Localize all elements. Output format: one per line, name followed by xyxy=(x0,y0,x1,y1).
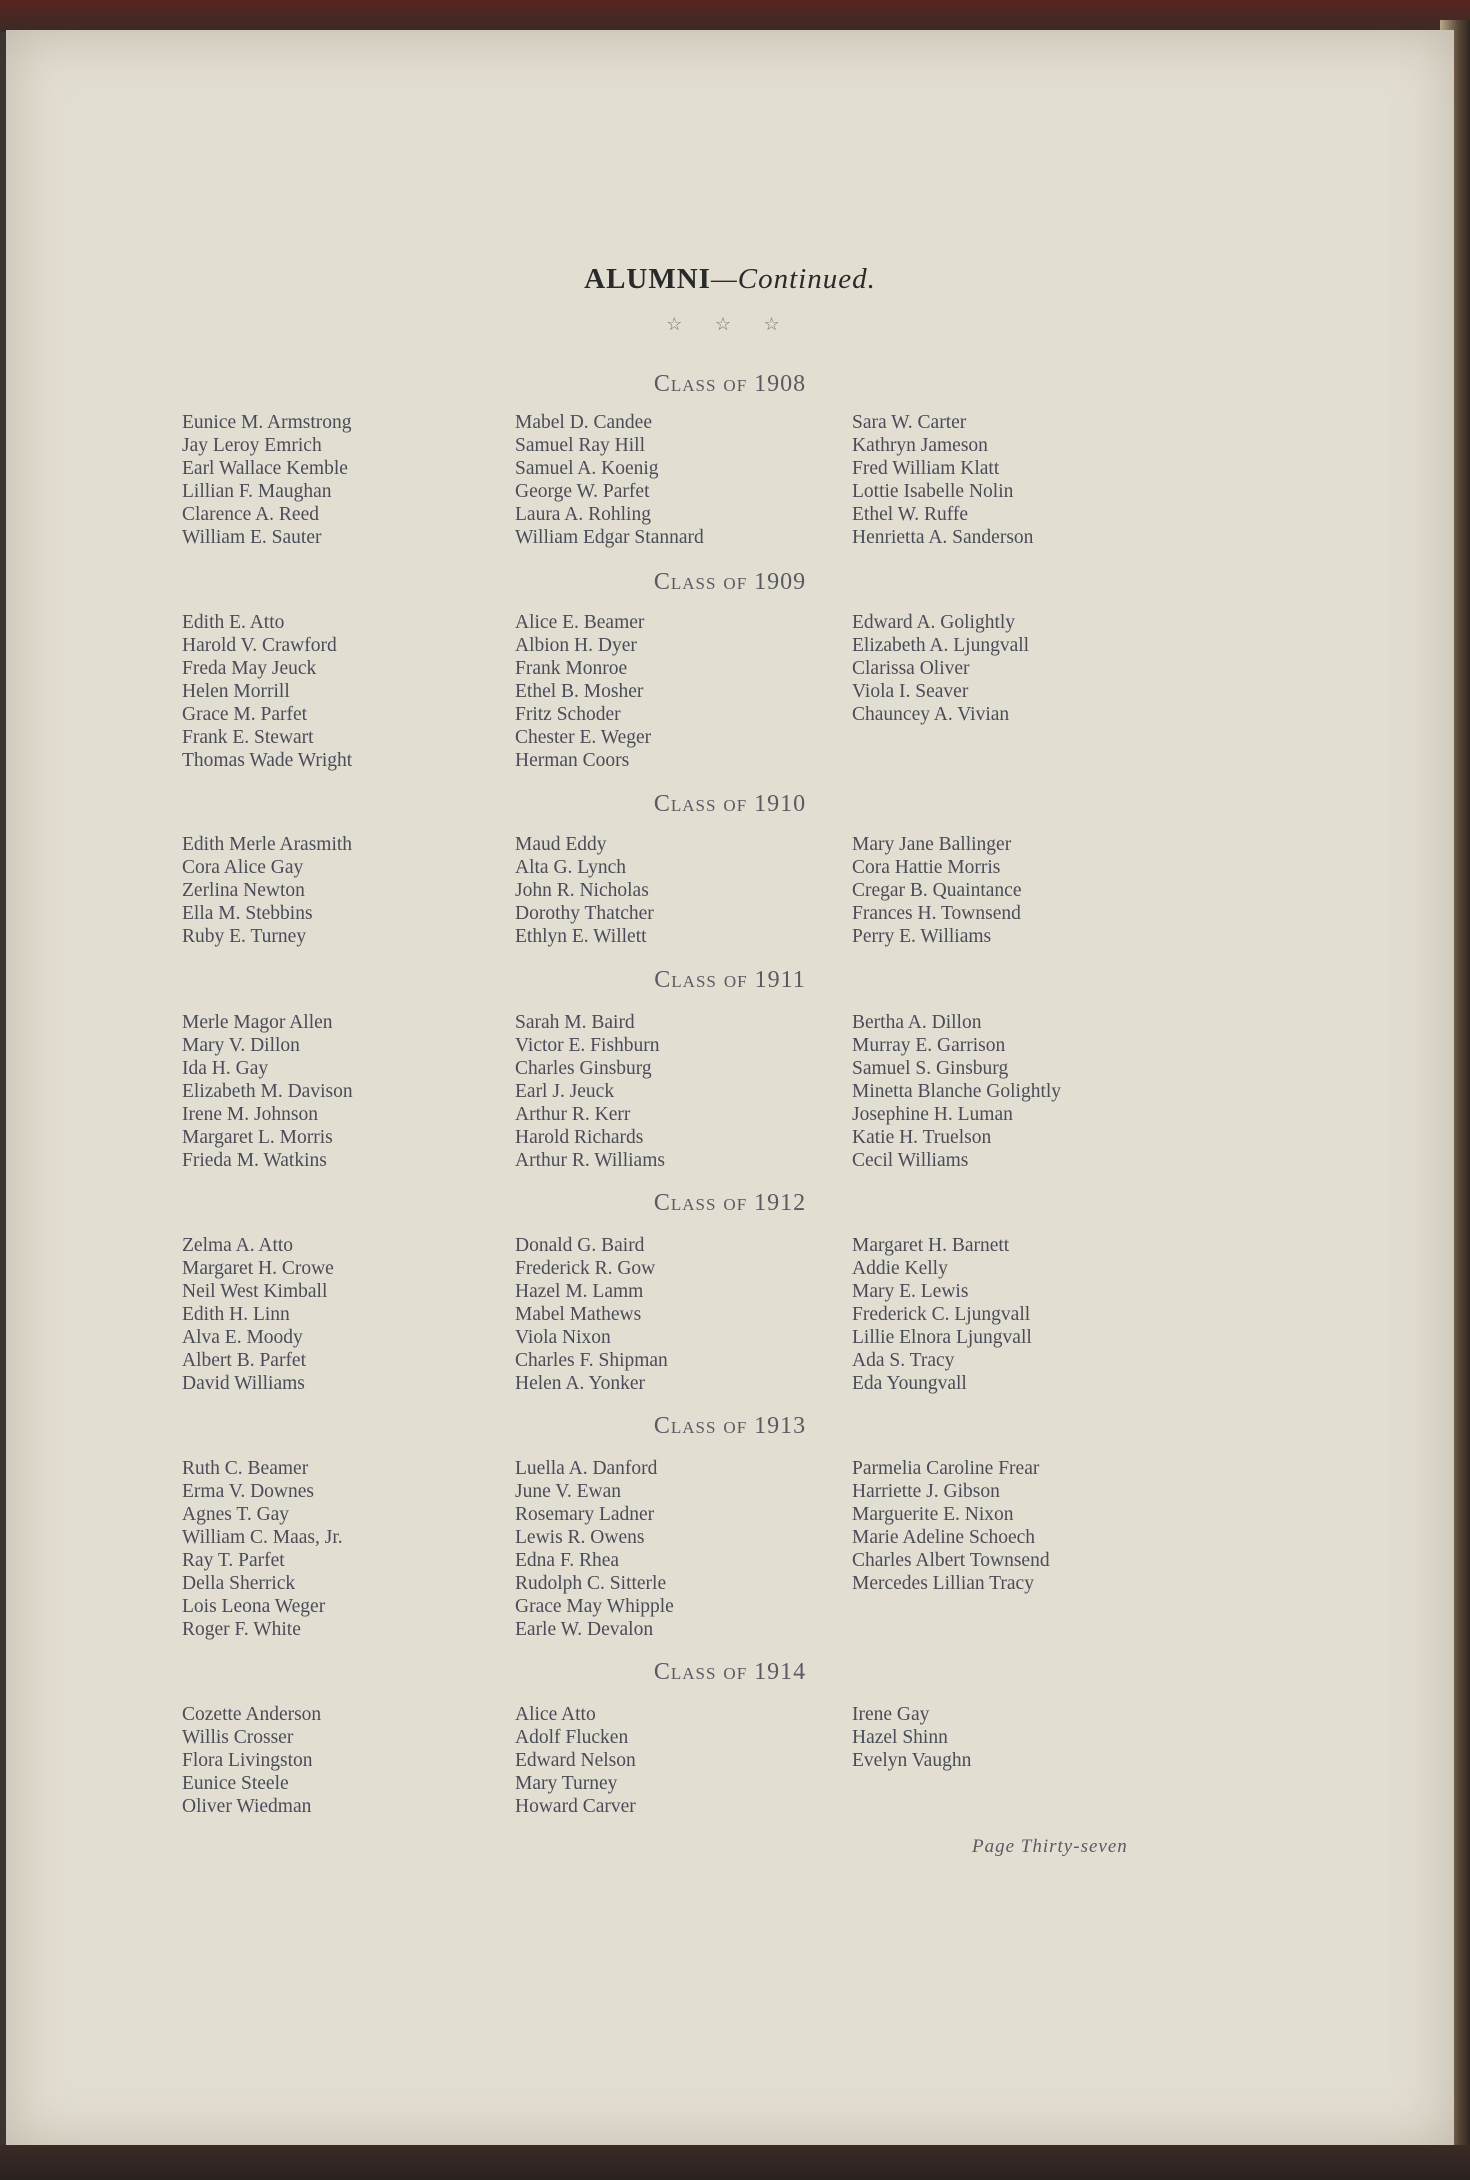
alumni-name: Donald G. Baird xyxy=(515,1235,645,1256)
alumni-name: Maud Eddy xyxy=(515,834,607,855)
alumni-name: Margaret H. Crowe xyxy=(182,1258,334,1279)
alumni-name: Marie Adeline Schoech xyxy=(852,1527,1036,1548)
alumni-name: Elizabeth M. Davison xyxy=(182,1081,353,1102)
alumni-name: Rosemary Ladner xyxy=(515,1504,655,1525)
alumni-name: Adolf Flucken xyxy=(515,1727,629,1748)
alumni-name: Frances H. Townsend xyxy=(852,903,1021,924)
alumni-name: Edith H. Linn xyxy=(182,1304,290,1325)
alumni-name: Kathryn Jameson xyxy=(852,435,988,456)
alumni-name: Charles F. Shipman xyxy=(515,1350,668,1371)
alumni-name: Perry E. Williams xyxy=(852,926,992,947)
alumni-name: Mary E. Lewis xyxy=(852,1281,969,1302)
alumni-name: Lewis R. Owens xyxy=(515,1527,645,1548)
page-number: Page Thirty-seven xyxy=(972,1836,1128,1857)
alumni-name: Dorothy Thatcher xyxy=(515,903,654,924)
alumni-name: Victor E. Fishburn xyxy=(515,1035,660,1056)
alumni-name: Cora Hattie Morris xyxy=(852,857,1001,878)
class-title: Class of 1912 xyxy=(653,1190,807,1216)
alumni-name: Katie H. Truelson xyxy=(852,1127,992,1148)
alumni-name: Edward A. Golightly xyxy=(852,612,1016,633)
alumni-name: Frederick R. Gow xyxy=(515,1258,656,1279)
alumni-name: Mabel D. Candee xyxy=(515,412,652,433)
page-bottom-binding xyxy=(0,2145,1470,2180)
alumni-name: Arthur R. Kerr xyxy=(515,1104,631,1125)
alumni-name: Mary Jane Ballinger xyxy=(852,834,1012,855)
alumni-name: Erma V. Downes xyxy=(182,1481,314,1502)
class-title: Class of 1910 xyxy=(653,791,807,817)
alumni-name: Agnes T. Gay xyxy=(182,1504,290,1525)
alumni-name: Willis Crosser xyxy=(182,1727,294,1748)
alumni-name: Earle W. Devalon xyxy=(515,1619,654,1640)
alumni-name: Ada S. Tracy xyxy=(852,1350,955,1371)
alumni-name: Eunice Steele xyxy=(182,1773,289,1794)
document-page xyxy=(6,30,1454,2150)
alumni-name: Grace May Whipple xyxy=(515,1596,674,1617)
alumni-name: Charles Albert Townsend xyxy=(852,1550,1050,1571)
alumni-name: Frank Monroe xyxy=(515,658,628,679)
alumni-name: Earl Wallace Kemble xyxy=(182,458,348,479)
alumni-name: Albert B. Parfet xyxy=(182,1350,307,1371)
alumni-name: Josephine H. Luman xyxy=(852,1104,1013,1125)
alumni-name: Albion H. Dyer xyxy=(515,635,637,656)
alumni-name: Flora Livingston xyxy=(182,1750,313,1771)
alumni-name: William C. Maas, Jr. xyxy=(182,1527,343,1548)
alumni-name: Zelma A. Atto xyxy=(182,1235,294,1256)
alumni-name: Harold V. Crawford xyxy=(182,635,337,656)
alumni-name: Fritz Schoder xyxy=(515,704,621,725)
alumni-name: Viola Nixon xyxy=(515,1327,611,1348)
alumni-name: Sarah M. Baird xyxy=(515,1012,635,1033)
alumni-name: Henrietta A. Sanderson xyxy=(852,527,1034,548)
alumni-name: Earl J. Jeuck xyxy=(515,1081,615,1102)
alumni-name: David Williams xyxy=(182,1373,305,1394)
name-column-1 xyxy=(182,411,352,549)
alumni-name: Bertha A. Dillon xyxy=(852,1012,982,1033)
alumni-name: Merle Magor Allen xyxy=(182,1012,333,1033)
name-column-1 xyxy=(182,1457,343,1641)
alumni-name: Grace M. Parfet xyxy=(182,704,308,725)
heading-main: ALUMNI xyxy=(584,263,711,295)
name-column-1 xyxy=(182,833,352,948)
alumni-name: Charles Ginsburg xyxy=(515,1058,652,1079)
alumni-name: Samuel A. Koenig xyxy=(515,458,659,479)
alumni-name: Marguerite E. Nixon xyxy=(852,1504,1014,1525)
alumni-name: June V. Ewan xyxy=(515,1481,621,1502)
alumni-name: Rudolph C. Sitterle xyxy=(515,1573,667,1594)
alumni-name: Samuel Ray Hill xyxy=(515,435,645,456)
alumni-name: Jay Leroy Emrich xyxy=(182,435,322,456)
alumni-name: Luella A. Danford xyxy=(515,1458,658,1479)
alumni-name: Irene M. Johnson xyxy=(182,1104,318,1125)
name-column-3 xyxy=(852,833,1021,948)
name-column-3 xyxy=(852,1703,971,1772)
alumni-name: Cregar B. Quaintance xyxy=(852,880,1022,901)
alumni-name: Edna F. Rhea xyxy=(515,1550,620,1571)
name-column-2 xyxy=(515,833,654,948)
alumni-name: Edward Nelson xyxy=(515,1750,636,1771)
alumni-name: Clarence A. Reed xyxy=(182,504,319,525)
class-title: Class of 1913 xyxy=(653,1413,807,1439)
alumni-name: Thomas Wade Wright xyxy=(182,750,353,771)
alumni-name: Ethel W. Ruffe xyxy=(852,504,969,525)
name-column-2 xyxy=(515,1703,636,1818)
alumni-name: Alice Atto xyxy=(515,1704,596,1725)
alumni-name: Minetta Blanche Golightly xyxy=(852,1081,1062,1102)
name-column-2 xyxy=(515,1234,668,1395)
alumni-name: Ella M. Stebbins xyxy=(182,903,313,924)
alumni-name: Neil West Kimball xyxy=(182,1281,328,1302)
alumni-name: Oliver Wiedman xyxy=(182,1796,312,1817)
alumni-name: Parmelia Caroline Frear xyxy=(852,1458,1040,1479)
alumni-name: Lillian F. Maughan xyxy=(182,481,332,502)
alumni-name: Alta G. Lynch xyxy=(515,857,627,878)
alumni-name: John R. Nicholas xyxy=(515,880,649,901)
name-column-2 xyxy=(515,411,704,549)
star-ornament: ☆ ☆ ☆ xyxy=(666,314,794,334)
page-top-binding xyxy=(0,0,1470,32)
alumni-name: Elizabeth A. Ljungvall xyxy=(852,635,1030,656)
alumni-name: Helen Morrill xyxy=(182,681,290,702)
name-column-3 xyxy=(852,1011,1061,1172)
alumni-name: Fred William Klatt xyxy=(852,458,1000,479)
alumni-name: Roger F. White xyxy=(182,1619,301,1640)
name-column-1 xyxy=(182,1703,321,1818)
alumni-name: Alva E. Moody xyxy=(182,1327,303,1348)
alumni-name: Howard Carver xyxy=(515,1796,636,1817)
alumni-name: George W. Parfet xyxy=(515,481,650,502)
name-column-2 xyxy=(515,611,651,772)
alumni-name: Harriette J. Gibson xyxy=(852,1481,1000,1502)
alumni-name: Eunice M. Armstrong xyxy=(182,412,352,433)
name-column-3 xyxy=(852,1234,1032,1395)
alumni-name: Freda May Jeuck xyxy=(182,658,317,679)
alumni-name: Lottie Isabelle Nolin xyxy=(852,481,1014,502)
alumni-name: Frieda M. Watkins xyxy=(182,1150,327,1171)
alumni-name: Irene Gay xyxy=(852,1704,930,1725)
alumni-name: Viola I. Seaver xyxy=(852,681,969,702)
alumni-name: Ray T. Parfet xyxy=(182,1550,285,1571)
name-column-3 xyxy=(852,1457,1050,1595)
alumni-name: Della Sherrick xyxy=(182,1573,296,1594)
alumni-name: Samuel S. Ginsburg xyxy=(852,1058,1009,1079)
alumni-name: Cora Alice Gay xyxy=(182,857,304,878)
alumni-name: Ethel B. Mosher xyxy=(515,681,644,702)
alumni-name: William Edgar Stannard xyxy=(515,527,704,548)
alumni-name: Chauncey A. Vivian xyxy=(852,704,1010,725)
alumni-name: Cozette Anderson xyxy=(182,1704,322,1725)
class-title: Class of 1909 xyxy=(653,569,807,595)
alumni-name: Ruby E. Turney xyxy=(182,926,307,947)
alumni-name: Lillie Elnora Ljungvall xyxy=(852,1327,1032,1348)
name-column-1 xyxy=(182,1234,334,1395)
name-column-1 xyxy=(182,1011,353,1172)
alumni-name: Margaret H. Barnett xyxy=(852,1235,1010,1256)
alumni-name: Edith Merle Arasmith xyxy=(182,834,353,855)
alumni-name: Mary Turney xyxy=(515,1773,618,1794)
alumni-name: Clarissa Oliver xyxy=(852,658,970,679)
alumni-name: Laura A. Rohling xyxy=(515,504,651,525)
alumni-name: Alice E. Beamer xyxy=(515,612,645,633)
name-column-2 xyxy=(515,1011,665,1172)
alumni-name: Hazel M. Lamm xyxy=(515,1281,644,1302)
heading-sub: —Continued. xyxy=(710,263,876,295)
class-title: Class of 1914 xyxy=(653,1659,807,1685)
alumni-name: Arthur R. Williams xyxy=(515,1150,665,1171)
alumni-name: Zerlina Newton xyxy=(182,880,305,901)
alumni-name: Evelyn Vaughn xyxy=(852,1750,972,1771)
alumni-name: Eda Youngvall xyxy=(852,1373,967,1394)
alumni-name: Frank E. Stewart xyxy=(182,727,314,748)
class-title: Class of 1908 xyxy=(653,371,807,397)
name-column-1 xyxy=(182,611,352,772)
name-column-2 xyxy=(515,1457,674,1641)
alumni-name: Ida H. Gay xyxy=(182,1058,269,1079)
alumni-name: Margaret L. Morris xyxy=(182,1127,333,1148)
alumni-name: Mary V. Dillon xyxy=(182,1035,300,1056)
alumni-name: Mercedes Lillian Tracy xyxy=(852,1573,1034,1594)
alumni-name: Sara W. Carter xyxy=(852,412,967,433)
class-title: Class of 1911 xyxy=(654,967,806,993)
alumni-name: Hazel Shinn xyxy=(852,1727,948,1748)
alumni-name: Murray E. Garrison xyxy=(852,1035,1006,1056)
alumni-name: Herman Coors xyxy=(515,750,630,771)
page-heading xyxy=(6,263,1454,296)
alumni-name: Addie Kelly xyxy=(852,1258,948,1279)
alumni-name: Frederick C. Ljungvall xyxy=(852,1304,1031,1325)
alumni-name: Harold Richards xyxy=(515,1127,644,1148)
alumni-name: Ethlyn E. Willett xyxy=(515,926,647,947)
alumni-name: Lois Leona Weger xyxy=(182,1596,326,1617)
alumni-name: Cecil Williams xyxy=(852,1150,969,1171)
alumni-name: William E. Sauter xyxy=(182,527,322,548)
name-column-3 xyxy=(852,611,1029,726)
alumni-name: Ruth C. Beamer xyxy=(182,1458,309,1479)
name-column-3 xyxy=(852,411,1033,549)
alumni-name: Chester E. Weger xyxy=(515,727,652,748)
alumni-name: Edith E. Atto xyxy=(182,612,285,633)
alumni-name: Helen A. Yonker xyxy=(515,1373,645,1394)
alumni-name: Mabel Mathews xyxy=(515,1304,642,1325)
